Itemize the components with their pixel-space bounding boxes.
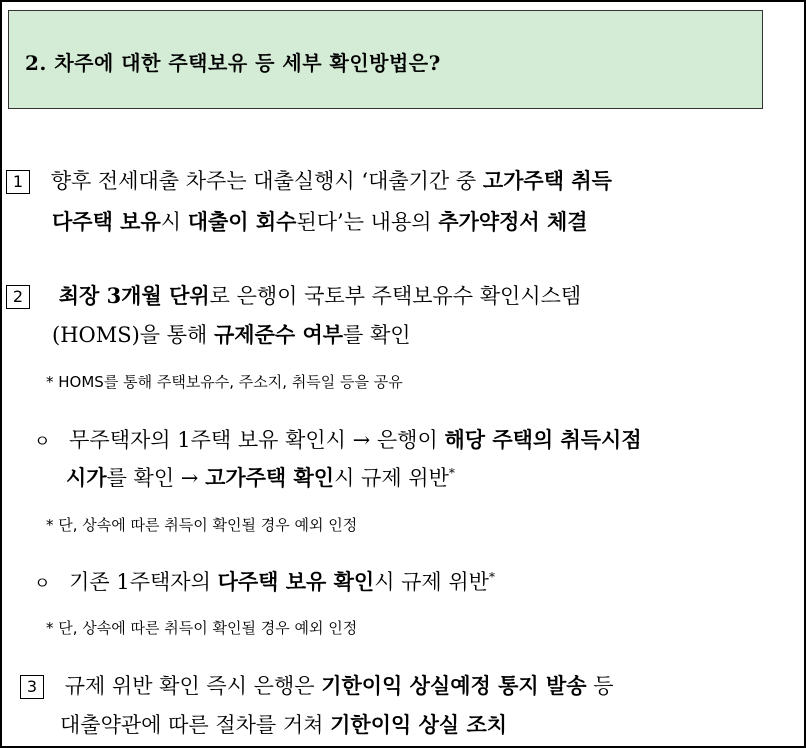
sub-item-1-note: * 단, 상속에 따른 취득이 확인될 경우 예외 인정 [46, 516, 358, 534]
item-1-bold-4: 추가약정서 체결 [438, 209, 588, 234]
item-2-number-box: 2 [6, 285, 30, 309]
sub-item-1-line-2 [66, 462, 455, 492]
item-1-number-box: 1 [6, 170, 30, 194]
item-1-bold-1: 고가주택 취득 [482, 168, 612, 193]
item-1-line-1 [6, 165, 612, 195]
item-3-number-box: 3 [20, 675, 44, 699]
sub-item-1-line-1 [34, 424, 642, 454]
sub-item-1-text-3: 시 규제 위반 [334, 466, 449, 490]
item-3-line-1 [20, 670, 614, 700]
section-title-box [8, 10, 763, 109]
item-3-text-1: 규제 위반 확인 즉시 은행은 [64, 674, 322, 698]
section-title: 2. 차주에 대한 주택보유 등 세부 확인방법은? [25, 51, 441, 75]
item-2-text-1: 로 은행이 국토부 주택보유수 확인시스템 [209, 284, 582, 308]
item-2-bold-2: 규제준수 여부 [214, 322, 344, 347]
sub-item-2-footnote-mark: * [488, 570, 495, 584]
sub-item-1-bold-1: 해당 주택의 취득시점 [444, 427, 642, 452]
sub-item-2-bold-1: 다주택 보유 확인 [217, 569, 375, 594]
item-1-text-2: 시 [160, 210, 188, 234]
item-3-text-2: 등 [586, 674, 614, 698]
sub-item-1-text-1: 무주택자의 1주택 보유 확인시 → 은행이 [69, 428, 445, 452]
sub-item-2-line-1 [34, 566, 495, 596]
item-2-note: * HOMS를 통해 주택보유수, 주소지, 취득일 등을 공유 [46, 373, 403, 391]
sub-item-1-bold-2: 시가 [66, 465, 107, 490]
item-1-line-2 [52, 206, 588, 236]
sub-item-2-text-1: 기존 1주택자의 [69, 570, 218, 594]
sub-item-2-text-2: 시 규제 위반 [374, 570, 489, 594]
item-1-text-3: 된다’는 내용의 [296, 210, 439, 234]
item-3-bold-2: 기한이익 상실 조치 [330, 712, 508, 737]
sub-item-2-bullet: ㅇ [34, 574, 51, 594]
sub-item-1-footnote-mark: * [448, 466, 455, 480]
item-3-line-2 [60, 709, 507, 739]
sub-item-2-note: * 단, 상속에 따른 취득이 확인될 경우 예외 인정 [46, 619, 358, 637]
item-2-text-3: 를 확인 [343, 323, 411, 347]
sub-item-1-bold-3: 고가주택 확인 [205, 465, 335, 490]
item-1-bold-2: 다주택 보유 [52, 209, 161, 234]
sub-item-1-text-2: 를 확인 → [106, 466, 206, 490]
item-2-line-2 [52, 319, 411, 349]
item-1-bold-3: 대출이 회수 [187, 209, 297, 234]
item-2-text-2: (HOMS)을 통해 [52, 323, 215, 347]
sub-item-1-bullet: ㅇ [34, 432, 51, 452]
item-2-bold-1: 최장 3개월 단위 [58, 283, 210, 308]
item-2-line-1 [6, 280, 581, 310]
item-3-text-3: 대출약관에 따른 절차를 거쳐 [60, 713, 331, 737]
item-3-bold-1: 기한이익 상실예정 통지 발송 [321, 673, 587, 698]
item-1-text-1: 향후 전세대출 차주는 대출실행시 ‘대출기간 중 [50, 169, 483, 193]
